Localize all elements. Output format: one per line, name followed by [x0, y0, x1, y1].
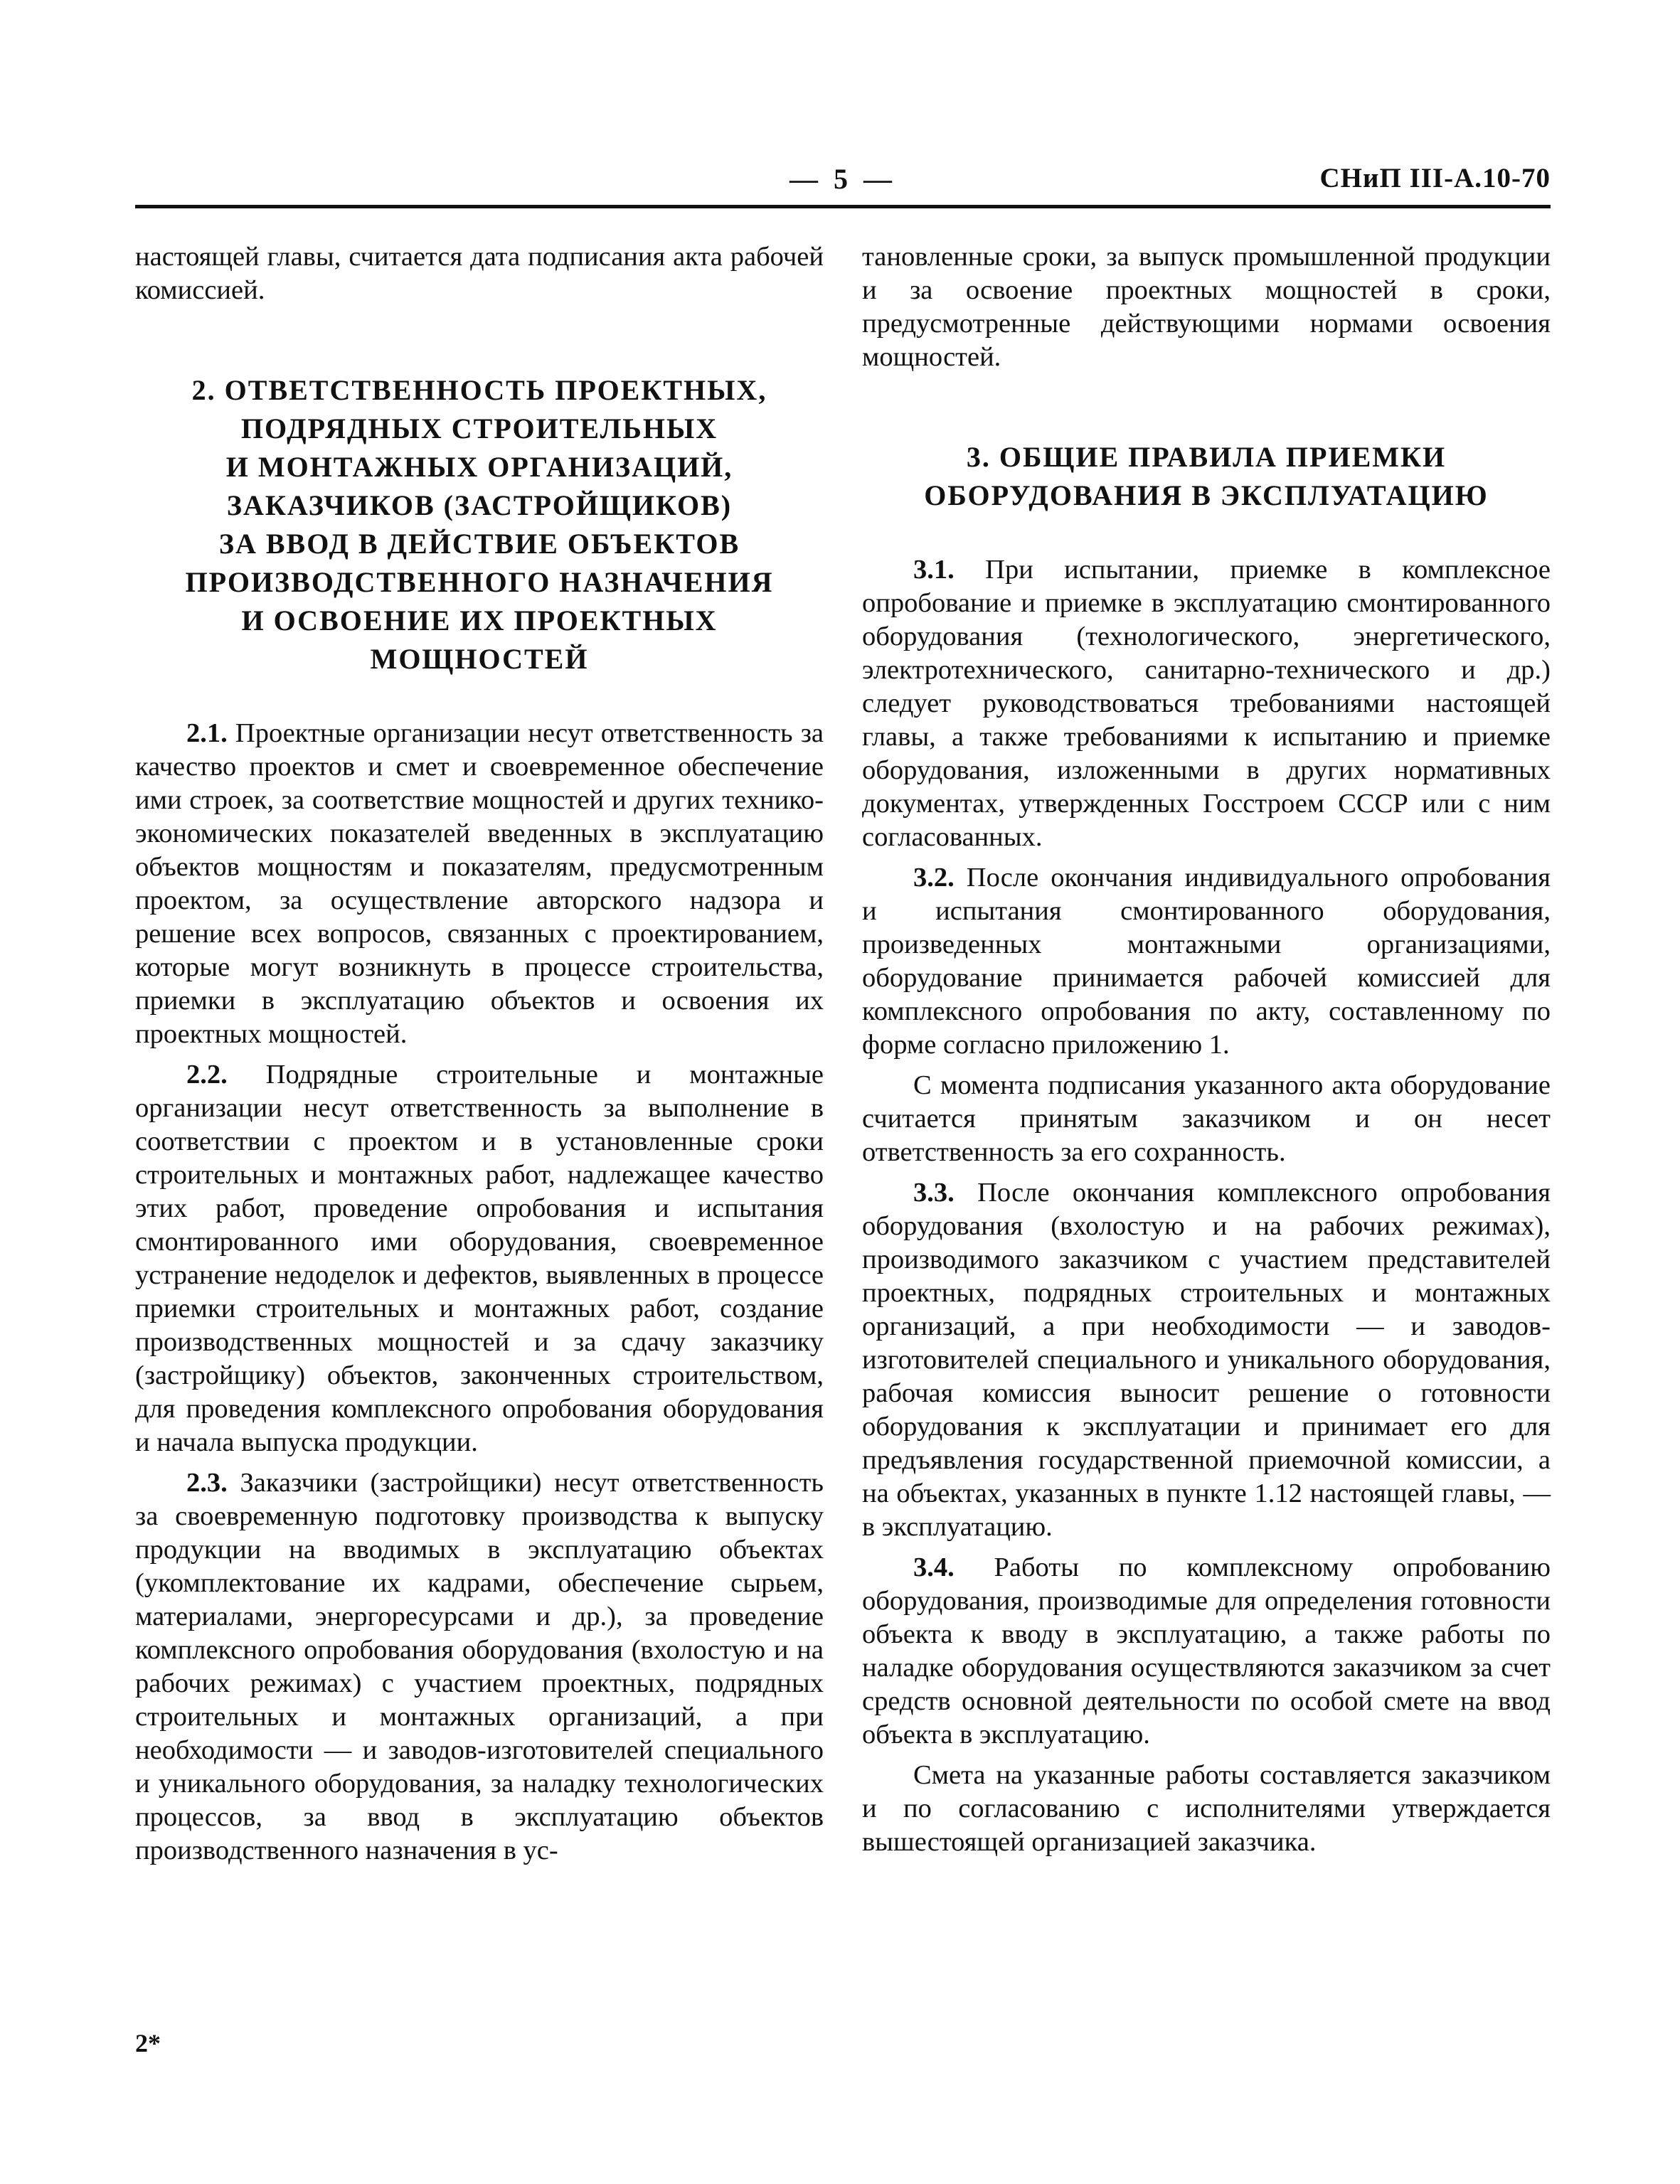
clause-text: После окончания индивидуального опробования и испытания смонтированного оборудования, произведенных монтажными организациями, оборудование принимается рабочей комиссией для комплексного опробования по акту, составленному по форме согласно приложению 1.: [862, 863, 1551, 1060]
clause-text: После окончания комплексного опробования оборудования (вхолостую и на рабочих режимах), производимого заказчиком с участием представителей проектных, подрядных строительных и монтажных организаций, а при необходимости — и заводов-изготовителей специального и уникального оборудования, рабочая комиссия выносит решение о готовности оборудования к эксплуатации и принимает его для предъявления государственной приемочной комиссии, а на объектах, указанных в пункте 1.12 настоящей главы, — в эксплуатацию.: [862, 1178, 1551, 1542]
document-code: СНиП III-А.10-70: [1319, 163, 1551, 193]
clause-text: Заказчики (застройщики) несут ответственность за своевременную подготовку производства к выпуску продукции на вводимых в эксплуатацию объектах (укомплектование их кадрами, обеспечение сырьем, материалами, энергоресурсами и др.), за проведение комплексного опробования оборудования (вхолостую и на рабочих режимах) с участием проектных, подрядных строительных и монтажных организаций, а при необходимости — и заводов-изготовителей специального и уникального оборудования, за наладку технологических процессов, за ввод в эксплуатацию объектов производственного назначения в ус-: [135, 1468, 824, 1865]
header-rule: [135, 205, 1551, 208]
section-title-line: И МОНТАЖНЫХ ОРГАНИЗАЦИЙ,: [225, 451, 733, 483]
paragraph-3-2-continued: С момента подписания указанного акта оборудование считается принятым заказчиком и он несет ответственность за его сохранность.: [862, 1070, 1551, 1167]
left-column: [135, 240, 824, 1875]
section-title-line: ПРОИЗВОДСТВЕННОГО НАЗНАЧЕНИЯ: [185, 566, 774, 598]
paragraph-3-4: [862, 1551, 1551, 1752]
section-2-title: [135, 371, 824, 678]
section-title-line: МОЩНОСТЕЙ: [370, 643, 589, 675]
clause-number: 3.1.: [913, 555, 955, 585]
signature-mark: 2*: [135, 2029, 161, 2057]
section-title-line: ЗА ВВОД В ДЕЙСТВИЕ ОБЪЕКТОВ: [218, 528, 740, 560]
clause-number: 2.2.: [186, 1060, 228, 1090]
paragraph-3-3: [862, 1176, 1551, 1544]
clause-text: Подрядные строительные и монтажные организации несут ответственность за выполнение в соответствии с проектом и в установленные сроки строительных и монтажных работ, надлежащее качество этих работ, проведение опробования и испытания смонтированного ими оборудования, своевременное устранение недоделок и дефектов, выявленных в процессе приемки строительных и монтажных работ, создание производственных мощностей и за сдачу заказчику (застройщику) объектов, законченных строительством, для проведения комплексного опробования оборудования и начала выпуска продукции.: [135, 1060, 824, 1457]
section-title-line: И ОСВОЕНИЕ ИХ ПРОЕКТНЫХ: [241, 604, 718, 636]
paragraph-2-2: [135, 1058, 824, 1459]
clause-number: 3.2.: [913, 863, 955, 893]
clause-number: 2.3.: [186, 1468, 228, 1498]
paragraph-3-2: [862, 861, 1551, 1062]
clause-text: При испытании, приемке в комплексное опробование и приемке в эксплуатацию смонтированного оборудования (технологического, энергетического, электротехнического, санитарно-технического и др.) следует руководствоваться требованиями настоящей главы, а также требованиями к испытанию и приемке оборудования, изложенными в других нормативных документах, утвержденных Госстроем СССР или с ним согласованных.: [862, 555, 1551, 852]
section-title-line: 3. ОБЩИЕ ПРАВИЛА ПРИЕМКИ: [966, 441, 1447, 473]
section-title-line: 2. ОТВЕТСТВЕННОСТЬ ПРОЕКТНЫХ,: [191, 374, 767, 406]
clause-number: 3.4.: [913, 1552, 955, 1582]
clause-text: Проектные организации несут ответственность за качество проектов и смет и своевременное обеспечение ими строек, за соответствие мощностей и других технико-экономических показателей введенных в эксплуатацию объектов мощностям и показателям, предусмотренным проектом, за осуществление авторского надзора и решение всех вопросов, связанных с проектированием, которые могут возникнуть в процессе строительства, приемки в эксплуатацию объектов и освоения их проектных мощностей.: [135, 718, 824, 1049]
section-title-line: ОБОРУДОВАНИЯ В ЭКСПЛУАТАЦИЮ: [924, 479, 1489, 511]
paragraph-3-4-continued: Смета на указанные работы составляется заказчиком и по согласованию с исполнителями утверждается вышестоящей организацией заказчика.: [862, 1760, 1551, 1857]
paragraph-3-1: [862, 553, 1551, 854]
clause-number: 3.3.: [913, 1178, 955, 1208]
page-number: — 5 —: [790, 163, 896, 195]
continuation-paragraph: тановленные сроки, за выпуск промышленной продукции и за освоение проектных мощностей в сроки, предусмотренные действующими нормами освоения мощностей.: [862, 242, 1551, 372]
intro-paragraph: настоящей главы, считается дата подписания акта рабочей комиссией.: [135, 242, 824, 305]
right-column: [862, 240, 1551, 1866]
paragraph-2-3: [135, 1466, 824, 1868]
section-title-line: ЗАКАЗЧИКОВ (ЗАСТРОЙЩИКОВ): [226, 489, 733, 521]
clause-number: 2.1.: [186, 718, 228, 748]
clause-text: Работы по комплексному опробованию оборудования, производимые для определения готовности объекта к вводу в эксплуатацию, а также работы по наладке оборудования осуществляются заказчиком за счет средств основной деятельности по особой смете на ввод объекта в эксплуатацию.: [862, 1552, 1551, 1749]
section-title-line: ПОДРЯДНЫХ СТРОИТЕЛЬНЫХ: [240, 412, 718, 444]
section-3-title: [862, 438, 1551, 515]
paragraph-2-1: [135, 717, 824, 1051]
